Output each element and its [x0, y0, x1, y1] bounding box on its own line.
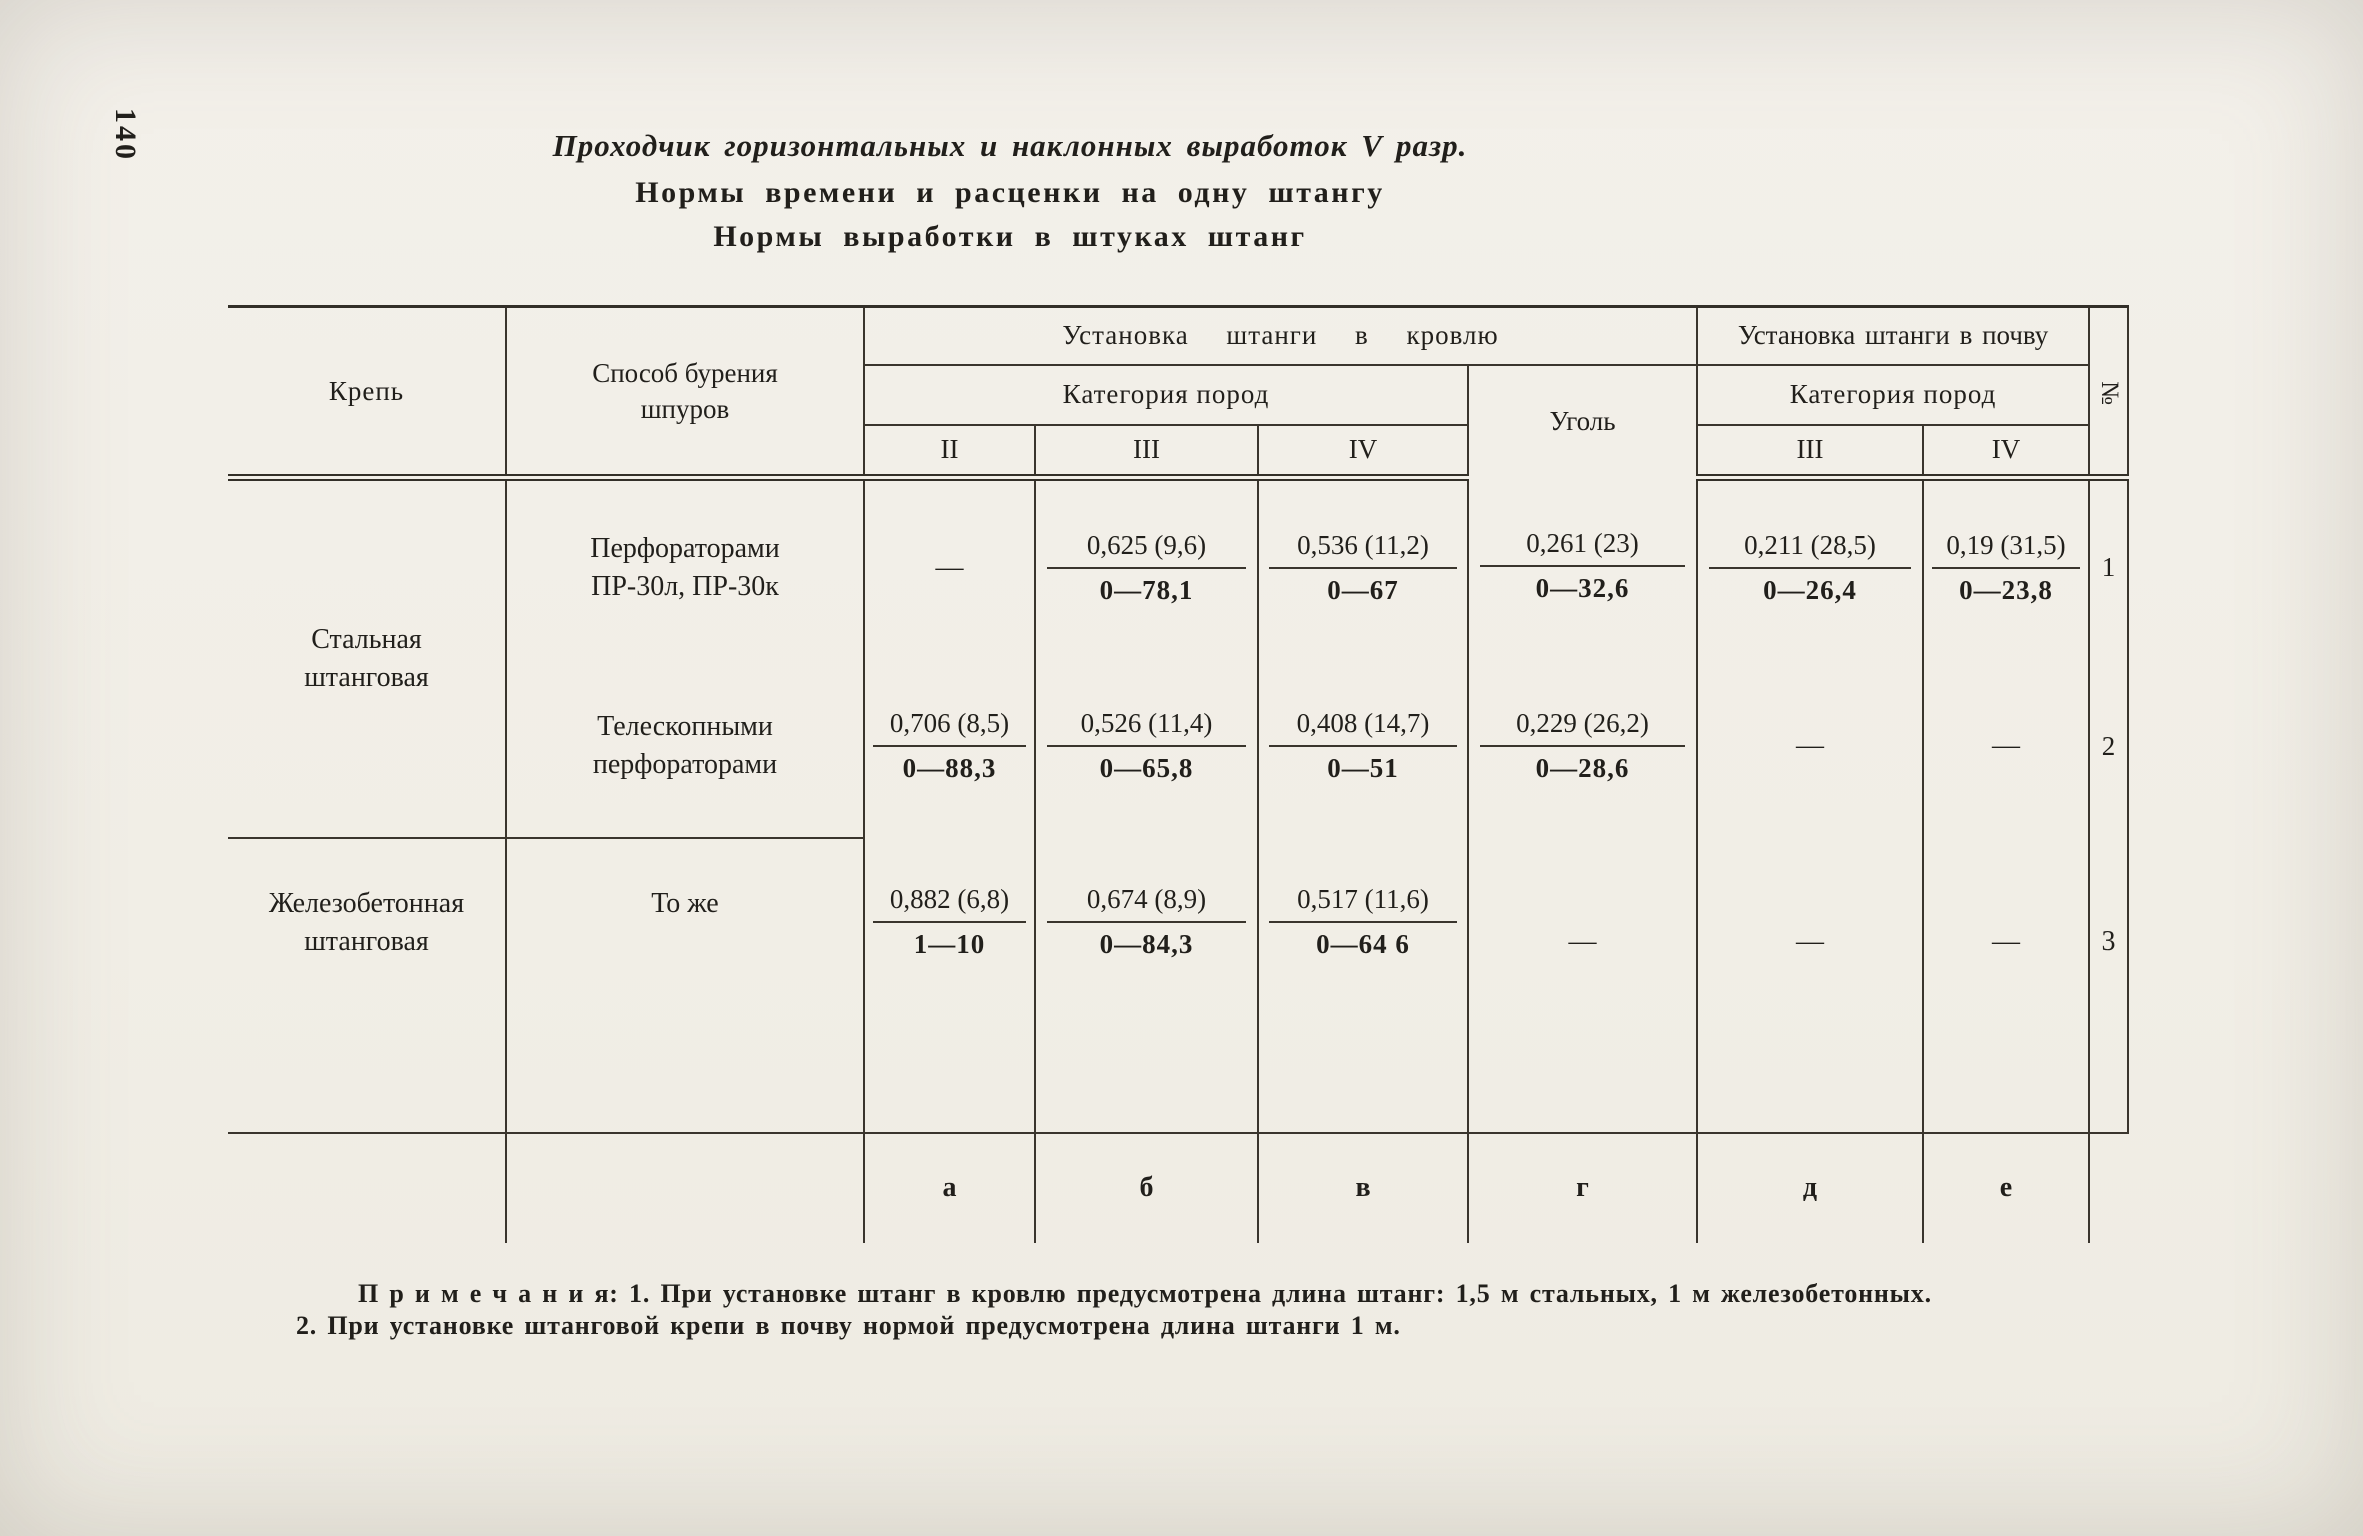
norm-output-value: 0—28,6	[1535, 753, 1630, 783]
cell-r1-number: 1	[2089, 478, 2128, 655]
fraction-value	[1047, 530, 1246, 606]
page-number: 140	[109, 108, 142, 162]
cell-r3-number	[2089, 838, 2128, 1133]
column-letter-b: б	[1035, 1133, 1258, 1243]
header-ugol: Уголь	[1468, 365, 1697, 478]
header-group-floor: Установка штанги в почву	[1697, 307, 2089, 365]
header-sposob	[506, 307, 864, 478]
norm-time-value: 0,211 (28,5)	[1709, 530, 1911, 569]
header-category-floor: Категория пород	[1697, 365, 2089, 425]
sposob-same-text: То же	[651, 887, 719, 919]
norm-output-value: 0—78,1	[1099, 574, 1194, 605]
norm-output-value: 0—64 6	[1316, 928, 1410, 959]
fraction-value	[1480, 708, 1684, 784]
norm-time-value: 0,408 (14,7)	[1269, 708, 1456, 747]
cell-r3-floor-iii	[1697, 838, 1923, 1133]
norm-time-value: 0,625 (9,6)	[1047, 530, 1246, 569]
fraction-value	[873, 884, 1025, 960]
column-letter-d: д	[1697, 1133, 1923, 1243]
header-roof-iii: III	[1035, 425, 1258, 478]
norm-time-value: 0,261 (23)	[1480, 528, 1684, 567]
header-row-groups	[228, 307, 2128, 365]
norm-output-value: 0—88,3	[902, 753, 997, 783]
note-line-2: 2. При установке штанговой крепи в почву нормой предусмотрена длина штанги 1 м.	[296, 1311, 1401, 1340]
header-roof-ii: II	[864, 425, 1035, 478]
header-sposob-line2: шпуров	[640, 394, 730, 424]
krep-concrete-line2: штанговая	[304, 925, 429, 957]
cell-krep-steel	[228, 478, 506, 838]
letters-krep-empty	[228, 1133, 506, 1243]
sposob-line1: Перфораторами	[590, 532, 780, 564]
header-floor-iv: IV	[1923, 425, 2089, 478]
row-number: 3	[2101, 925, 2116, 957]
column-letter-v: в	[1258, 1133, 1468, 1243]
norm-time-value: 0,706 (8,5)	[873, 708, 1025, 747]
document-title: Проходчик горизонтальных и наклонных выработок V разр.	[552, 128, 1468, 163]
cell-r2-floor-iv	[1923, 655, 2089, 838]
data-row-3	[228, 838, 2128, 1133]
fraction-value	[1932, 530, 2080, 606]
empty-value-dash: —	[935, 551, 964, 583]
norm-output-value: 0—65,8	[1099, 753, 1194, 783]
subtitle-norms-output: Нормы выработки в штуках штанг	[713, 220, 1307, 253]
norm-time-value: 0,19 (31,5)	[1932, 530, 2080, 569]
norm-output-value: 0—67	[1327, 574, 1399, 605]
krep-concrete-line1: Железобетонная	[268, 887, 465, 919]
column-letter-g: г	[1468, 1133, 1697, 1243]
norm-time-value: 0,674 (8,9)	[1047, 884, 1246, 923]
cell-r3-ugol	[1468, 838, 1697, 1133]
fraction-value	[1709, 530, 1911, 606]
header-sposob-line1: Способ бурения	[592, 358, 778, 388]
letters-number-empty	[2089, 1133, 2128, 1243]
cell-r2-number: 2	[2089, 655, 2128, 838]
norm-output-value: 1—10	[913, 928, 986, 959]
cell-r1-floor-iii	[1697, 478, 1923, 655]
fraction-value	[1269, 884, 1456, 960]
number-sign: №	[2095, 380, 2123, 405]
cell-r2-roof-ii	[864, 655, 1035, 838]
norm-time-value: 0,882 (6,8)	[873, 884, 1025, 923]
fraction-value	[1047, 884, 1246, 960]
subtitle-norms-time: Нормы времени и расценки на одну штангу	[635, 176, 1385, 209]
krep-concrete-text	[228, 839, 505, 961]
cell-r2-roof-iii	[1035, 655, 1258, 838]
sposob-line2: ПР-30л, ПР-30к	[591, 570, 779, 602]
cell-r2-floor-iii	[1697, 655, 1923, 838]
norm-time-value: 0,526 (11,4)	[1047, 708, 1246, 747]
header-roof-iv: IV	[1258, 425, 1468, 478]
norm-time-value: 0,536 (11,2)	[1269, 530, 1456, 569]
sposob-line2: перфораторами	[592, 748, 778, 780]
header-number-column	[2089, 307, 2128, 478]
norm-output-value: 0—51	[1327, 753, 1399, 783]
cell-r3-roof-iii	[1035, 838, 1258, 1133]
norm-output-value: 0—84,3	[1099, 928, 1194, 959]
fraction-value	[1269, 708, 1456, 784]
fraction-value	[873, 708, 1025, 784]
cell-r1-roof-iii	[1035, 478, 1258, 655]
cell-r1-ugol	[1468, 478, 1697, 655]
data-row-1	[228, 478, 2128, 655]
cell-sposob-perforators	[506, 478, 864, 655]
cell-sposob-same	[506, 838, 864, 1133]
empty-value-dash: —	[1796, 730, 1825, 761]
norm-output-value: 0—23,8	[1959, 574, 2053, 605]
cell-r3-floor-iv	[1923, 838, 2089, 1133]
header-category-roof: Категория пород	[864, 365, 1468, 425]
cell-r3-roof-ii	[864, 838, 1035, 1133]
norm-time-value: 0,229 (26,2)	[1480, 708, 1684, 747]
cell-r1-roof-iv	[1258, 478, 1468, 655]
norm-output-value: 0—32,6	[1535, 573, 1630, 603]
fraction-value	[1047, 708, 1246, 784]
empty-value-dash: —	[1796, 925, 1825, 957]
fraction-value	[1480, 528, 1684, 604]
krep-steel-line2: штанговая	[304, 661, 429, 693]
title-block	[0, 128, 2020, 254]
empty-value-dash: —	[1992, 925, 2021, 957]
cell-krep-concrete	[228, 838, 506, 1133]
cell-r2-roof-iv	[1258, 655, 1468, 838]
norm-output-value: 0—26,4	[1763, 574, 1857, 605]
norms-table	[228, 305, 2129, 1243]
letters-sposob-empty	[506, 1133, 864, 1243]
header-floor-iii: III	[1697, 425, 1923, 478]
krep-steel-line1: Стальная	[311, 623, 422, 655]
cell-r2-ugol	[1468, 655, 1697, 838]
sposob-line1: Телескопными	[597, 710, 773, 742]
notes-block	[296, 1278, 2176, 1342]
header-krep: Крепь	[228, 307, 506, 478]
fraction-value	[1269, 530, 1456, 606]
empty-value-dash: —	[1568, 925, 1597, 957]
header-group-roof: Установка штанги в кровлю	[864, 307, 1697, 365]
norm-time-value: 0,517 (11,6)	[1269, 884, 1456, 923]
cell-sposob-telescopic	[506, 655, 864, 838]
empty-value-dash: —	[1992, 730, 2021, 761]
column-letter-a: а	[864, 1133, 1035, 1243]
cell-r3-roof-iv	[1258, 838, 1468, 1133]
note-line-1: П р и м е ч а н и я: 1. При установке штанг в кровлю предусмотрена длина штанг: 1,5 м стальных, 1 м железобетонных.	[358, 1279, 1932, 1308]
letters-row	[228, 1133, 2128, 1243]
column-letter-e: е	[1923, 1133, 2089, 1243]
cell-r1-floor-iv	[1923, 478, 2089, 655]
data-row-2	[228, 655, 2128, 838]
cell-r1-roof-ii	[864, 478, 1035, 655]
